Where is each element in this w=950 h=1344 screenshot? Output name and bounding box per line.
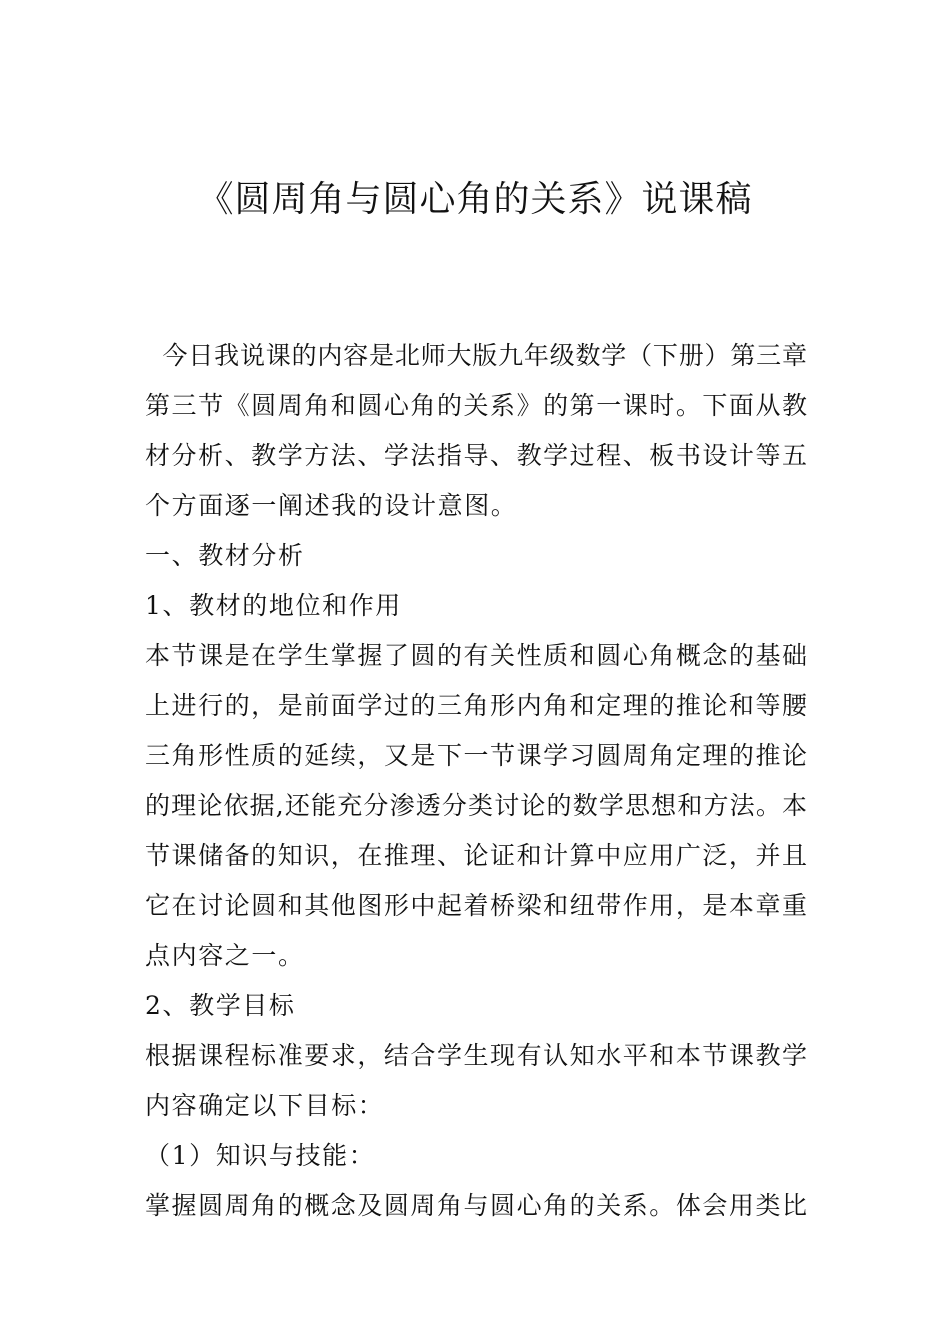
subsection-heading: 2、教学目标 <box>145 991 296 1020</box>
body-line: 本节课是在学生掌握了圆的有关性质和圆心角概念的基础 <box>145 641 807 670</box>
body-line: 材分析、教学方法、学法指导、教学过程、板书设计等五 <box>145 441 807 470</box>
document-body <box>145 331 807 1231</box>
body-line: 内容确定以下目标： <box>145 1091 385 1120</box>
body-line: 根据课程标准要求，结合学生现有认知水平和本节课教学 <box>145 1041 807 1070</box>
body-line: 今日我说课的内容是北师大版九年级数学（下册）第三章 <box>145 341 807 370</box>
document-title: 《圆周角与圆心角的关系》说课稿 <box>197 179 753 220</box>
body-line: 点内容之一。 <box>145 941 305 970</box>
body-line: 它在讨论圆和其他图形中起着桥梁和纽带作用，是本章重 <box>145 891 807 920</box>
body-line: 节课储备的知识，在推理、论证和计算中应用广泛，并且 <box>145 841 807 870</box>
body-line: 第三节《圆周角和圆心角的关系》的第一课时。下面从教 <box>145 391 807 420</box>
subsection-heading: 1、教材的地位和作用 <box>145 591 402 620</box>
body-line: 的理论依据,还能充分渗透分类讨论的数学思想和方法。本 <box>145 791 807 820</box>
body-line: 上进行的，是前面学过的三角形内角和定理的推论和等腰 <box>145 691 807 720</box>
list-heading: （1）知识与技能： <box>145 1141 376 1170</box>
section-heading: 一、教材分析 <box>145 541 305 570</box>
body-line: 个方面逐一阐述我的设计意图。 <box>145 491 518 520</box>
body-line: 三角形性质的延续，又是下一节课学习圆周角定理的推论 <box>145 741 807 770</box>
body-line: 掌握圆周角的概念及圆周角与圆心角的关系。体会用类比 <box>145 1191 807 1220</box>
